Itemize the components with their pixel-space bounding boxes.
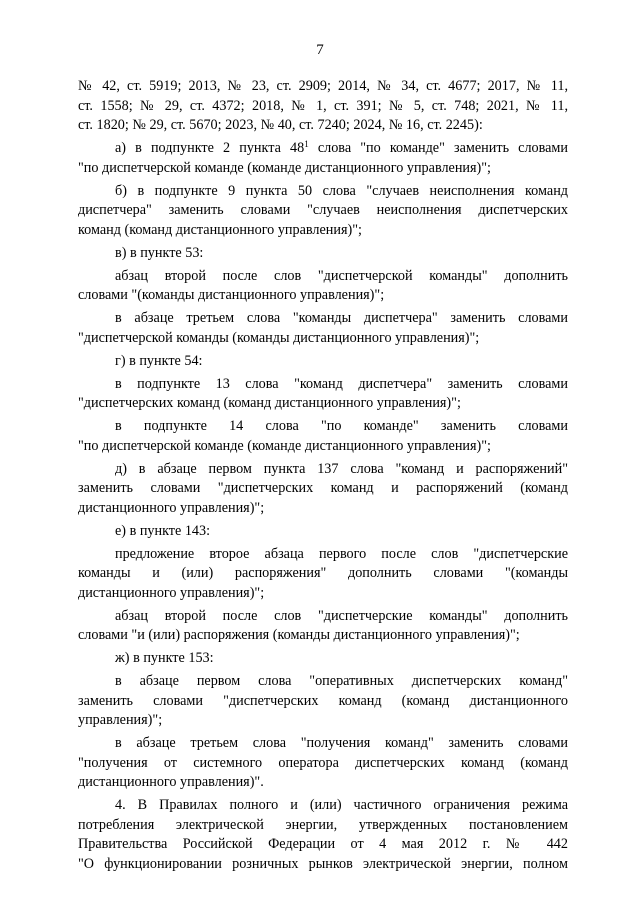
- paragraph-153-first: [78, 672, 568, 731]
- text-line: в подпункте 14 слова "по команде" заменить словами: [115, 418, 568, 434]
- text-line: диспетчера" заменить словами "случаев неисполнения диспетчерских: [78, 202, 568, 218]
- text-line: в абзаце третьем слова "получения команд" заменить словами: [115, 735, 568, 751]
- text-line: Правительства Российской Федерации от 4 мая 2012 г. № 442: [78, 836, 568, 852]
- paragraph-item-a: [78, 139, 568, 178]
- text-line: команд (команд дистанционного управления)";: [78, 221, 362, 238]
- paragraph-54-sub14: [78, 417, 568, 456]
- text-line: 4. В Правилах полного и (или) частичного ограничения режима: [115, 797, 568, 813]
- text-line: управления)";: [78, 712, 163, 728]
- text-line: [78, 139, 568, 159]
- text-line: абзац второй после слов "диспетчерские команды" дополнить: [115, 607, 568, 624]
- text-line: заменить словами "диспетчерских команд (команд дистанционного: [78, 692, 568, 709]
- text-line: д) в абзаце первом пункта 137 слова "команд и распоряжений": [115, 460, 568, 477]
- text-line: дистанционного управления)";: [78, 584, 265, 601]
- text-line: г) в пункте 54:: [115, 352, 203, 369]
- text-line: потребления электрической энергии, утвержденных постановлением: [78, 816, 568, 833]
- text-line: в абзаце первом слова "оперативных диспетчерских команд": [115, 673, 568, 689]
- paragraph-153-third: [78, 734, 568, 793]
- paragraph-citation-continuation: [78, 77, 568, 136]
- paragraph-item-d: [78, 460, 568, 519]
- paragraph-item-zh: [78, 649, 568, 669]
- text-line: е) в пункте 143:: [115, 522, 211, 539]
- text-line: "О функционировании розничных рынков электрической энергии, полном: [78, 855, 568, 872]
- text-line: заменить словами "диспетчерских команд и распоряжений (команд: [78, 480, 568, 496]
- text-run: а) в подпункте 2 пункта 48: [115, 140, 305, 156]
- text-line: словами "(команды дистанционного управления)";: [78, 287, 385, 303]
- text-line: абзац второй после слов "диспетчерской команды" дополнить: [115, 267, 568, 284]
- text-line: команды и (или) распоряжения" дополнить словами "(команды: [78, 565, 568, 581]
- text-line: б) в подпункте 9 пункта 50 слова "случаев неисполнения команд: [115, 182, 568, 199]
- text-line: дистанционного управления)".: [78, 774, 264, 790]
- paragraph-item-g: [78, 352, 568, 372]
- text-line: "получения от системного оператора диспетчерских команд (команд: [78, 754, 568, 771]
- text-line: "диспетчерских команд (команд дистанционного управления)";: [78, 395, 461, 411]
- paragraph-53-third: [78, 309, 568, 348]
- text-run: слова "по команде" заменить словами: [308, 140, 568, 156]
- paragraph-item-v: [78, 244, 568, 264]
- text-line: "диспетчерской команды (команды дистанционного управления)";: [78, 329, 480, 346]
- text-line: предложение второе абзаца первого после слов "диспетчерские: [115, 545, 568, 562]
- paragraph-54-sub13: [78, 375, 568, 414]
- paragraph-section-4: [78, 796, 568, 874]
- text-line: ст. 1558; № 29, ст. 4372; 2018, № 1, ст. 391; № 5, ст. 748; 2021, № 11,: [78, 97, 568, 114]
- paragraph-143-first: [78, 545, 568, 604]
- text-line: "по диспетчерской команде (команде дистанционного управления)";: [78, 437, 492, 454]
- text-line: в абзаце третьем слова "команды диспетчера" заменить словами: [115, 310, 568, 326]
- paragraph-143-second: [78, 607, 568, 646]
- text-line: словами "и (или) распоряжения (команды дистанционного управления)";: [78, 627, 520, 643]
- paragraph-item-b: [78, 182, 568, 241]
- superscript-index: 1: [304, 139, 309, 149]
- text-line: ж) в пункте 153:: [115, 650, 214, 666]
- document-body: [78, 77, 568, 874]
- text-line: "по диспетчерской команде (команде дистанционного управления)";: [78, 159, 492, 176]
- text-line: дистанционного управления)";: [78, 499, 265, 516]
- text-line: ст. 1820; № 29, ст. 5670; 2023, № 40, ст. 7240; 2024, № 16, ст. 2245):: [78, 117, 483, 133]
- text-line: в подпункте 13 слова "команд диспетчера" заменить словами: [115, 375, 568, 392]
- paragraph-53-second: [78, 267, 568, 306]
- paragraph-item-e: [78, 522, 568, 542]
- text-line: в) в пункте 53:: [115, 244, 204, 261]
- text-line: № 42, ст. 5919; 2013, № 23, ст. 2909; 2014, № 34, ст. 4677; 2017, № 11,: [78, 78, 568, 94]
- page-number: 7: [316, 42, 324, 58]
